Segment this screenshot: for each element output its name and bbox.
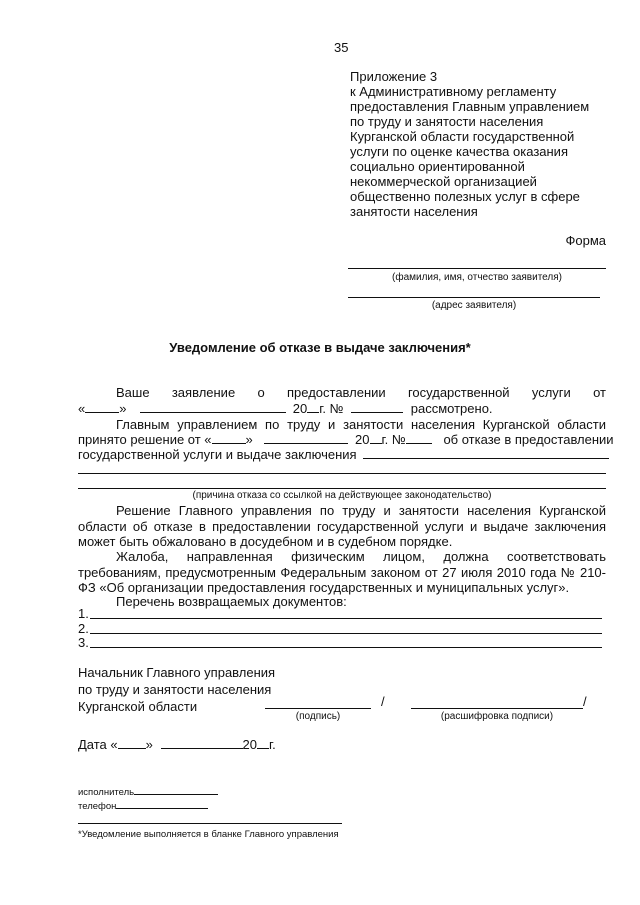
position-line: Начальник Главного управления <box>78 665 276 680</box>
paragraph-1-line1: Ваше заявление о предоставлении государственной услуги от <box>116 385 606 400</box>
date-month-blank[interactable] <box>161 737 243 749</box>
date-year-blank[interactable] <box>257 737 269 749</box>
year-blank[interactable] <box>307 401 319 413</box>
reason-caption: (причина отказа со ссылкой на действующее законодательство) <box>192 490 492 501</box>
decision-number-blank[interactable] <box>406 432 432 444</box>
footnote-separator <box>78 823 342 824</box>
decision-year-blank[interactable] <box>370 432 382 444</box>
doc-number-3: 3. <box>78 635 89 650</box>
signature-line[interactable] <box>265 708 371 709</box>
appendix-line: услуги по оценке качества оказания <box>350 144 568 159</box>
appendix-line: предоставления Главным управлением <box>350 99 590 114</box>
day-blank[interactable] <box>85 401 119 413</box>
signature-separator-end: / <box>583 694 587 709</box>
decode-caption: (расшифровка подписи) <box>440 711 554 722</box>
appendix-line: занятости населения <box>350 204 478 219</box>
paragraph-2-line3: государственной услуги и выдаче заключения <box>78 447 609 462</box>
signature-separator: / <box>381 694 385 709</box>
form-label: Форма <box>565 233 606 248</box>
applicant-name-caption: (фамилия, имя, отчество заявителя) <box>392 272 562 283</box>
paragraph-2-line1: Главным управлением по труду и занятости населения Курганской области <box>116 417 606 432</box>
paragraph-3: Решение Главного управления по труду и занятости населения Курганской области об отказе в предоставлении государственной услуги и выдаче заключения может быть обжаловано в досудебном и в судебном порядке. <box>78 503 606 549</box>
doc-number-1: 1. <box>78 606 89 621</box>
appendix-line: Приложение 3 <box>350 69 438 84</box>
appendix-line: некоммерческой организацией <box>350 174 537 189</box>
paragraph-1-line2: « » 20 г. № рассмотрено. <box>78 401 493 416</box>
paragraph-4: Жалоба, направленная физическим лицом, должна соответствовать требованиям, предусмотренным Федеральным законом от 27 июля 2010 года № 210-ФЗ «Об организации предоставления государственных и муниципальных услуг». <box>78 549 606 595</box>
appendix-line: общественно полезных услуг в сфере <box>350 189 580 204</box>
sign-caption: (подпись) <box>295 711 341 722</box>
date-row: Дата « » 20 г. <box>78 737 276 752</box>
page-number: 35 <box>334 40 349 55</box>
phone-blank[interactable] <box>116 799 208 809</box>
footnote: *Уведомление выполняется в бланке Главного управления <box>78 829 339 840</box>
applicant-address-caption: (адрес заявителя) <box>431 300 517 311</box>
reason-blank-1[interactable] <box>363 447 609 459</box>
position-line: по труду и занятости населения <box>78 682 272 697</box>
doc-number-2: 2. <box>78 621 89 636</box>
appendix-block <box>350 69 589 219</box>
appendix-line: Курганской области государственной <box>350 129 575 144</box>
number-blank[interactable] <box>351 401 403 413</box>
phone-row: телефон <box>78 799 208 812</box>
doc-line-2[interactable] <box>90 633 602 634</box>
executor-blank[interactable] <box>134 785 218 795</box>
appendix-line: социально ориентированной <box>350 159 525 174</box>
returned-docs-label: Перечень возвращаемых документов: <box>116 594 347 609</box>
applicant-name-line[interactable] <box>348 268 606 269</box>
doc-line-3[interactable] <box>90 647 602 648</box>
appendix-line: по труду и занятости населения <box>350 114 544 129</box>
decision-month-blank[interactable] <box>264 432 348 444</box>
doc-line-1[interactable] <box>90 618 602 619</box>
decision-day-blank[interactable] <box>212 432 246 444</box>
reason-line-2[interactable] <box>78 473 606 474</box>
signatory-position <box>78 664 275 715</box>
signature-decode-line[interactable] <box>411 708 583 709</box>
appendix-line: к Административному регламенту <box>350 84 557 99</box>
reason-line-3[interactable] <box>78 488 606 489</box>
applicant-address-line[interactable] <box>348 297 600 298</box>
executor-row: исполнитель <box>78 785 218 798</box>
position-line: Курганской области <box>78 699 198 714</box>
date-day-blank[interactable] <box>118 737 146 749</box>
paragraph-2-line2: принято решение от « » 20 г. № об отказе в предоставлении <box>78 432 614 447</box>
document-title: Уведомление об отказе в выдаче заключения* <box>169 340 471 355</box>
month-blank[interactable] <box>140 401 286 413</box>
